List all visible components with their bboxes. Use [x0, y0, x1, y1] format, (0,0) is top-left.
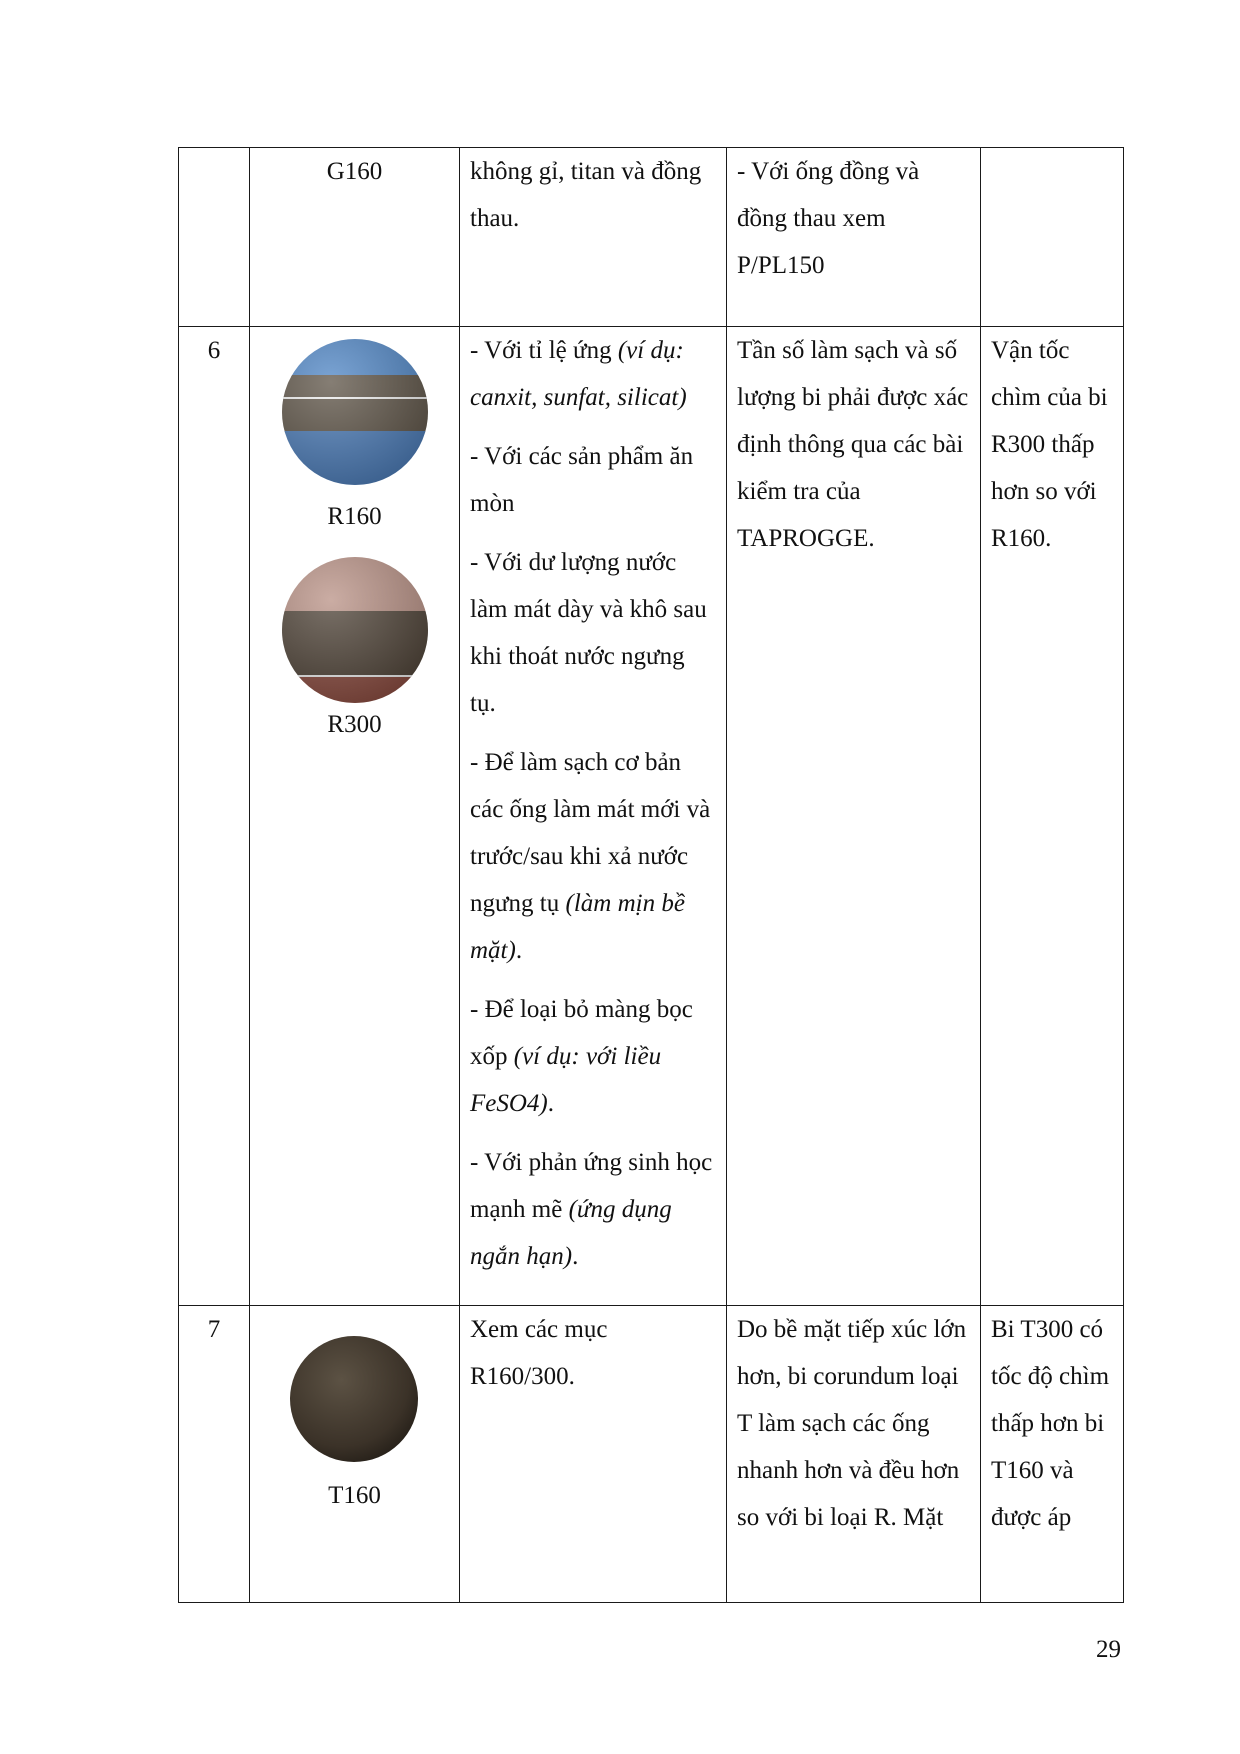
ball-code-label: R160 — [327, 503, 382, 530]
application-paragraph — [470, 327, 716, 421]
para-after: . — [547, 1090, 554, 1117]
notes-cell: Do bề mặt tiếp xúc lớn hơn, bi corundum loại T làm sạch các ống nhanh hơn và đều hơn so với bi loại R. Mặt — [727, 1306, 981, 1603]
application-paragraph — [470, 986, 716, 1127]
para-text: - Với tỉ lệ ứng — [470, 337, 618, 364]
table-row-g160 — [179, 148, 1124, 327]
image-cell — [250, 1306, 460, 1603]
remarks-cell — [981, 148, 1124, 327]
para-italic: (ví dụ: canxit, sunfat, silicat) — [470, 337, 687, 411]
table-row-7 — [179, 1306, 1124, 1603]
row-number-cell: 6 — [179, 327, 250, 1306]
ball-code-label: T160 — [328, 1482, 381, 1509]
ball-code-label: R300 — [327, 711, 382, 738]
application-paragraph — [470, 1139, 716, 1280]
para-italic: (làm mịn bề mặt) — [470, 890, 685, 964]
application-cell: Xem các mục R160/300. — [460, 1306, 727, 1603]
application-cell — [460, 327, 727, 1306]
application-paragraph — [470, 539, 716, 727]
para-italic: (ví dụ: với liều FeSO4) — [470, 1043, 662, 1117]
image-cell — [250, 327, 460, 1306]
remarks-cell: Bi T300 có tốc độ chìm thấp hơn bi T160 và được áp — [981, 1306, 1124, 1603]
dark-brown-ball-icon — [287, 1334, 422, 1464]
para-text: - Với phản ứng sinh học mạnh mẽ — [470, 1149, 713, 1223]
pink-brown-ball-icon — [275, 555, 435, 705]
row-number-cell: 7 — [179, 1306, 250, 1603]
code-cell — [250, 148, 460, 327]
document-table-region — [178, 147, 1123, 1603]
table-row-6 — [179, 327, 1124, 1306]
para-italic: (ứng dụng ngắn hạn) — [470, 1196, 672, 1270]
para-text: - Để loại bỏ màng bọc xốp — [470, 996, 693, 1070]
application-paragraph — [470, 739, 716, 974]
page-number: 29 — [1096, 1636, 1121, 1663]
notes-cell: Tần số làm sạch và số lượng bi phải được xác định thông qua các bài kiểm tra của TAPROGGE. — [727, 327, 981, 1306]
application-cell: không gỉ, titan và đồng thau. — [460, 148, 727, 327]
notes-cell: - Với ống đồng và đồng thau xem P/PL150 — [727, 148, 981, 327]
row-number-cell — [179, 148, 250, 327]
para-after: . — [572, 1243, 579, 1270]
para-text: - Để làm sạch cơ bản các ống làm mát mới và trước/sau khi xả nước ngưng tụ — [470, 749, 711, 917]
para-text: - Với các sản phẩm ăn mòn — [470, 443, 694, 517]
application-paragraph — [470, 433, 716, 527]
para-text: - Với dư lượng nước làm mát dày và khô sau khi thoát nước ngưng tụ. — [470, 549, 707, 717]
para-after: . — [515, 937, 523, 964]
remarks-cell: Vận tốc chìm của bi R300 thấp hơn so với R160. — [981, 327, 1124, 1306]
ball-code-label: G160 — [326, 158, 383, 185]
ball-types-table — [178, 147, 1124, 1603]
blue-brown-ball-icon — [275, 337, 435, 487]
